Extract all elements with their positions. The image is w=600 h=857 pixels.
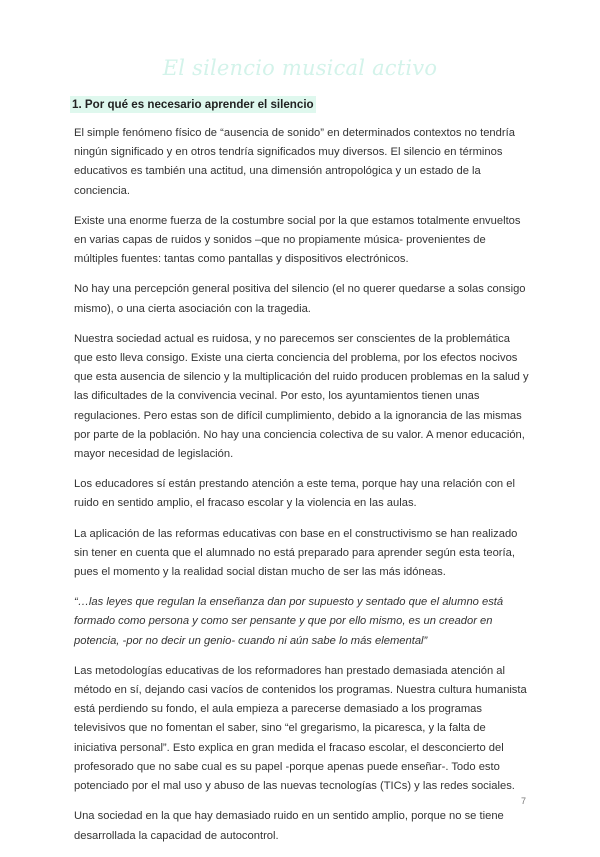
paragraph: El simple fenómeno físico de “ausencia de sonido” en determinados contextos no tendría ningún significado y en otros tendría significados muy diversos. El silencio en términos educativos es también una actitud, una dimensión antropológica y un estado de la conciencia. xyxy=(74,127,515,197)
quote-paragraph: “…las leyes que regulan la enseñanza dan por supuesto y sentado que el alumno está formado como persona y como ser pensante y que por ello mismo, es un creador en potencia, -por no decir un genio- cuando ni aún sabe lo más elemental” xyxy=(74,596,504,647)
paragraph: Los educadores sí están prestando atención a este tema, porque hay una relación con el ruido en sentido amplio, el fracaso escolar y la violencia en las aulas. xyxy=(74,478,515,510)
page-number: 7 xyxy=(520,796,526,806)
paragraph: No hay una percepción general positiva del silencio (el no querer quedarse a solas consigo mismo), o una cierta asociación con la tragedia. xyxy=(74,283,526,315)
document-title: El silencio musical activo xyxy=(162,56,438,80)
paragraph: Nuestra sociedad actual es ruidosa, y no parecemos ser conscientes de la problemática que esto lleva consigo. Existe una cierta conciencia del problema, por los efectos nocivos que esta ausencia de silencio y la multiplicación del ruido producen problemas en la salud y las dificultades de la convivencia vecinal. Por esto, los ayuntamientos tienen unas regulaciones. Pero estas son de difícil cumplimiento, debido a la ignorancia de las mismas por parte de la población. No hay una conciencia colectiva de su valor. A menor educación, mayor necesidad de legislación. xyxy=(74,332,529,461)
document-body xyxy=(74,124,530,857)
paragraph: La aplicación de las reformas educativas con base en el constructivismo se han realizado sin tener en cuenta que el alumnado no está preparado para aprender según esta teoría, pues el momento y la realidad social distan mucho de ser las más idóneas. xyxy=(74,527,518,579)
paragraph: Las metodologías educativas de los reformadores han prestado demasiada atención al método en sí, dejando casi vacíos de contenidos los programas. Nuestra cultura humanista está perdiendo su fondo, el aula empieza a parecerse demasiado a los programas televisivos que no fomentan el saber, sino “el gregarismo, la picaresca, y la falta de iniciativa personal”. Esto explica en gran medida el fracaso escolar, el desconcierto del profesorado que no sabe cual es su papel -porque apenas puede enseñar-. Todo esto potenciado por el mal uso y abuso de las nuevas tecnologías (TICs) y las redes sociales. xyxy=(74,664,527,793)
paragraph: Existe una enorme fuerza de la costumbre social por la que estamos totalmente envueltos en varias capas de ruidos y sonidos –que no propiamente música- provenientes de múltiples fuentes: tantas como pantallas y dispositivos electrónicos. xyxy=(74,214,521,266)
section-heading: 1. Por qué es necesario aprender el silencio xyxy=(72,98,314,111)
paragraph: Una sociedad en la que hay demasiado ruido en un sentido amplio, porque no se tiene desarrollada la capacidad de autocontrol. xyxy=(74,810,504,842)
